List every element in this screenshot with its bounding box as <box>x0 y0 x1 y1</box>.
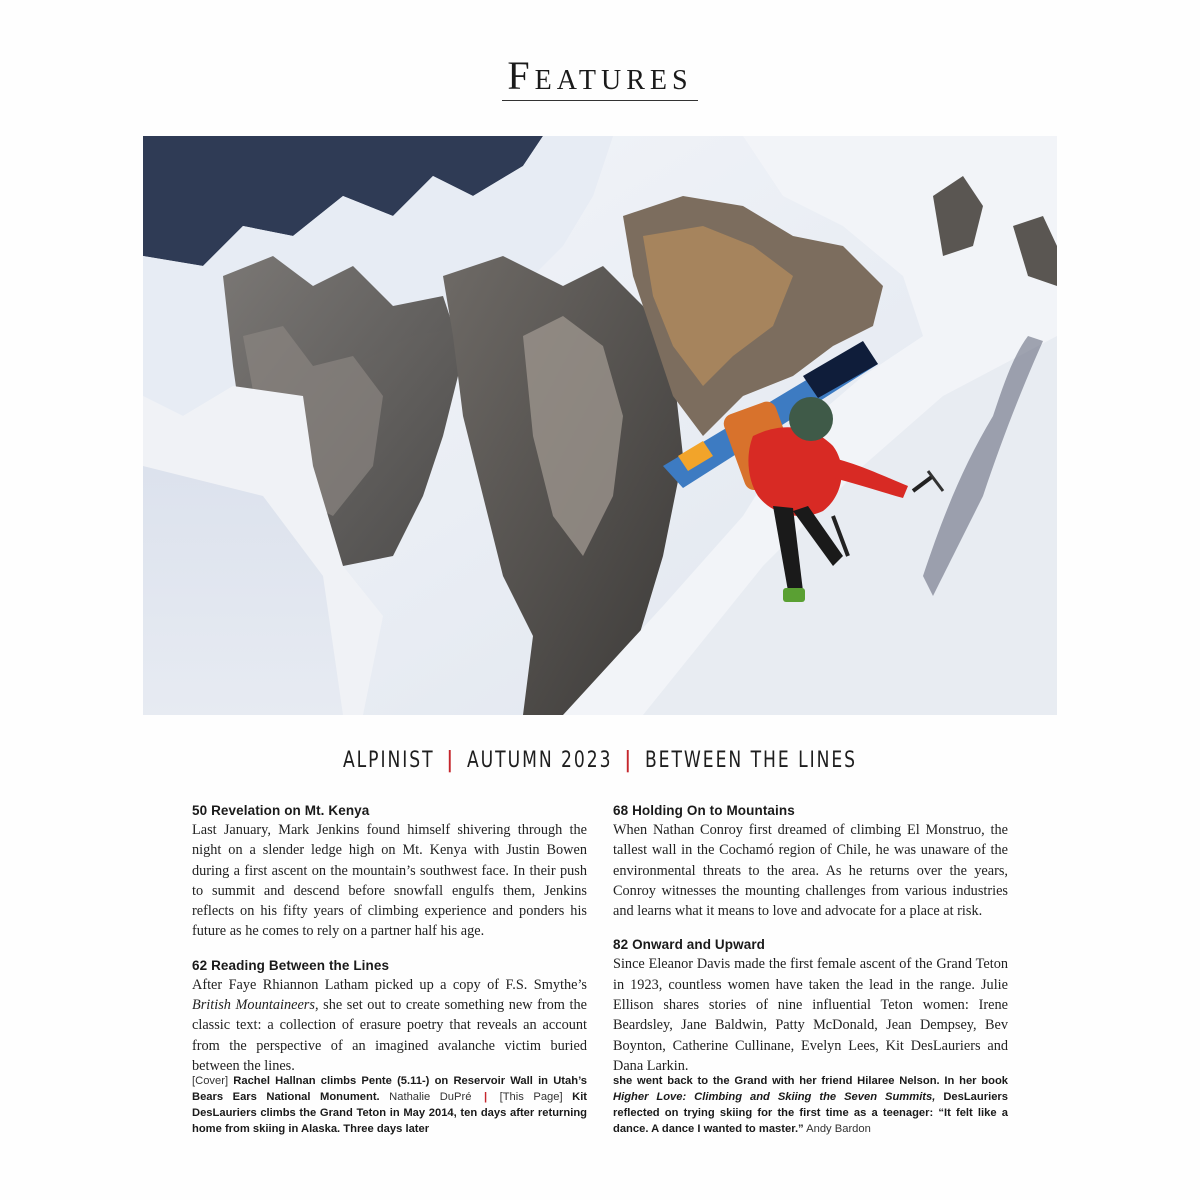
book-title: British Mountaineers <box>192 997 315 1014</box>
caption-tag: [This Page] <box>499 1091 563 1103</box>
issue-line <box>132 748 1068 773</box>
articles-right-column <box>613 803 1008 1092</box>
caption-text: she went back to the Grand with her friend Hilaree Nelson. In her book <box>613 1075 1008 1087</box>
magazine-name: ALPINIST <box>342 748 435 773</box>
article-summary <box>192 975 587 1076</box>
article-heading[interactable]: 68 Holding On to Mountains <box>613 803 795 818</box>
photo-credit: Nathalie DuPré <box>389 1091 472 1103</box>
article-heading[interactable]: 50 Revelation on Mt. Kenya <box>192 803 370 818</box>
caption-text: Kit DesLauriers climbs the Grand Teton in May 2014, ten days after returning home from skiing in Alaska. Three days later <box>192 1091 588 1135</box>
summary-text: After Faye Rhiannon Latham picked up a copy of F.S. Smythe’s <box>192 976 587 993</box>
red-separator: | <box>446 748 455 773</box>
article-summary: Since Eleanor Davis made the first female ascent of the Grand Teton in 1923, countless women have taken the lead in the range. Julie Ellison shares stories of nine influential Teton women: Irene Beardsley, Jane Baldwin, Patty McDonald, Jean Dempsey, Bev Boynton, Catherine Cullinane, Evelyn Lees, Kit DesLauriers and Dana Larkin. <box>613 956 1008 1074</box>
article-entry <box>613 937 1008 1076</box>
issue-date: AUTUMN 2023 <box>466 748 613 773</box>
article-entry <box>192 803 587 942</box>
red-separator: | <box>624 748 633 773</box>
book-title: Higher Love: Climbing and Skiing the Seven Summits, <box>613 1091 936 1103</box>
caption-text: Rachel Hallnan climbs Pente (5.11-) on Reservoir Wall in Utah’s Bears Ears National Monument. <box>192 1075 587 1103</box>
article-entry <box>613 803 1008 921</box>
summary-text: , she set out to create something new from the classic text: a collection of erasure poetry that reveals an account from the perspective of an imagined avalanche victim buried between the lines. <box>192 997 587 1074</box>
photo-caption-left <box>192 1073 587 1137</box>
page-title: Features <box>507 53 693 98</box>
article-summary: Last January, Mark Jenkins found himself shivering through the night on a slender ledge high on Mt. Kenya with Justin Bowen during a first ascent on the mountain’s southwest face. In their push to summit and descend before snowfall engulfs them, Jenkins reflects on his fifty years of climbing experience and ponders his future as he comes to rely on a partner half his age. <box>192 822 587 940</box>
caption-tag: [Cover] <box>192 1075 229 1087</box>
caption-text: DesLauriers reflected on trying skiing for the first time as a teenager: “It felt like a dance. A dance I wanted to master.” <box>613 1091 1009 1135</box>
article-entry <box>192 958 587 1076</box>
article-heading[interactable]: 82 Onward and Upward <box>613 937 766 953</box>
photo-credit: Andy Bardon <box>806 1123 871 1135</box>
title-underline <box>502 100 698 101</box>
red-separator: | <box>483 1091 488 1103</box>
articles-left-column <box>192 803 587 1092</box>
issue-theme: BETWEEN THE LINES <box>644 748 858 773</box>
photo-caption-right <box>613 1073 1008 1137</box>
article-heading[interactable]: 62 Reading Between the Lines <box>192 957 390 973</box>
feature-photo <box>143 136 1057 715</box>
article-summary: When Nathan Conroy first dreamed of climbing El Monstruo, the tallest wall in the Cochamó region of Chile, he was unaware of the environmental threats to the area. As he returns over the years, Conroy witnesses the mounting challenges from various industries and learns what it means to love and advocate for a place at risk. <box>613 822 1008 920</box>
